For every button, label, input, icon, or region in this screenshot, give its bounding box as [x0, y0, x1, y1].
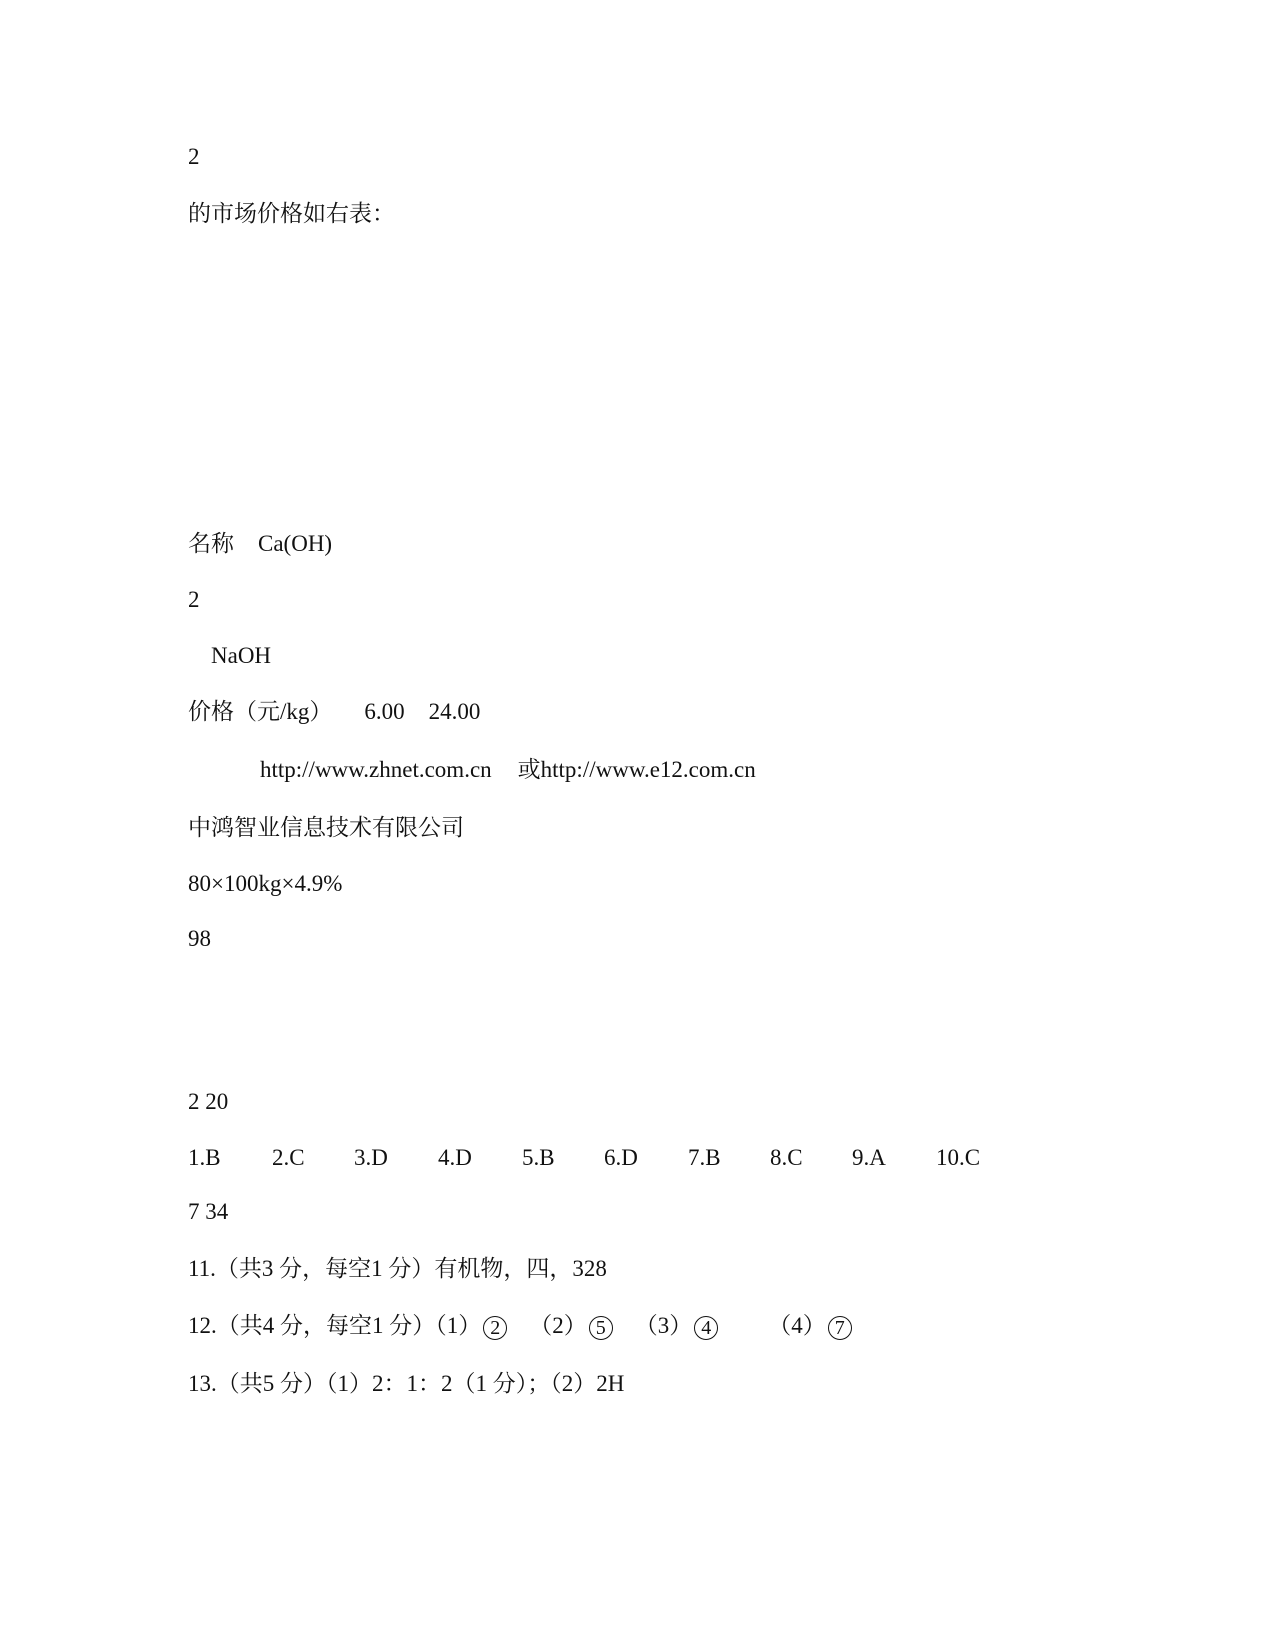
- question-12-answer: [188, 1312, 852, 1340]
- question-13-answer: 13.（共5 分）（1）2：1：2（1 分）；（2）2H: [188, 1371, 625, 1396]
- answer-8: 8.C: [770, 1145, 803, 1170]
- q12-part-2-label: （2）: [529, 1313, 587, 1338]
- section-marker-7-34: 7 34: [188, 1199, 229, 1224]
- price-naoh: 24.00: [428, 699, 481, 724]
- answer-3: 3.D: [354, 1145, 388, 1170]
- q12-part-4-label: （4）: [768, 1313, 826, 1338]
- answer-10: 10.C: [936, 1145, 981, 1170]
- url-row: [260, 756, 756, 784]
- price-row: [188, 698, 480, 726]
- section-marker-2-20: 2 20: [188, 1089, 229, 1114]
- url-link-1[interactable]: http://www.zhnet.com.cn: [260, 757, 492, 782]
- subscript-2-mid: 2: [188, 587, 200, 612]
- answer-4: 4.D: [438, 1145, 472, 1170]
- answer-5: 5.B: [522, 1145, 555, 1170]
- answer-7: 7.B: [688, 1145, 721, 1170]
- calc-expression: 80×100kg×4.9%: [188, 871, 343, 896]
- price-intro-text: 的市场价格如右表：: [188, 201, 395, 226]
- company-name: 中鸿智业信息技术有限公司: [188, 815, 464, 840]
- q12-part-1-circled: 2: [483, 1316, 507, 1340]
- price-label: 价格（元/kg）: [188, 699, 333, 724]
- q12-part-4-circled: 7: [828, 1316, 852, 1340]
- naoh-label: NaOH: [211, 643, 272, 668]
- q12-prefix: 12.（共4 分，每空1 分）: [188, 1313, 436, 1338]
- calc-denominator: 98: [188, 926, 211, 951]
- question-11-answer: 11.（共3 分，每空1 分）有机物，四，328: [188, 1256, 607, 1281]
- q12-part-3-circled: 4: [694, 1316, 718, 1340]
- q12-part-3-label: （3）: [634, 1313, 693, 1338]
- table-header-name: 名称: [188, 531, 234, 556]
- answer-2: 2.C: [272, 1145, 305, 1170]
- answer-9: 9.A: [852, 1145, 886, 1170]
- q12-part-2-circled: 5: [589, 1316, 613, 1340]
- table-header-row: [188, 530, 332, 558]
- subscript-2-top: 2: [188, 144, 200, 169]
- table-header-caoh: Ca(OH): [258, 531, 333, 556]
- url-link-2[interactable]: 或http://www.e12.com.cn: [517, 757, 756, 782]
- price-caoh: 6.00: [364, 699, 405, 724]
- q12-part-1-label: （1）: [435, 1313, 482, 1338]
- answer-1: 1.B: [188, 1145, 221, 1170]
- answer-6: 6.D: [604, 1145, 638, 1170]
